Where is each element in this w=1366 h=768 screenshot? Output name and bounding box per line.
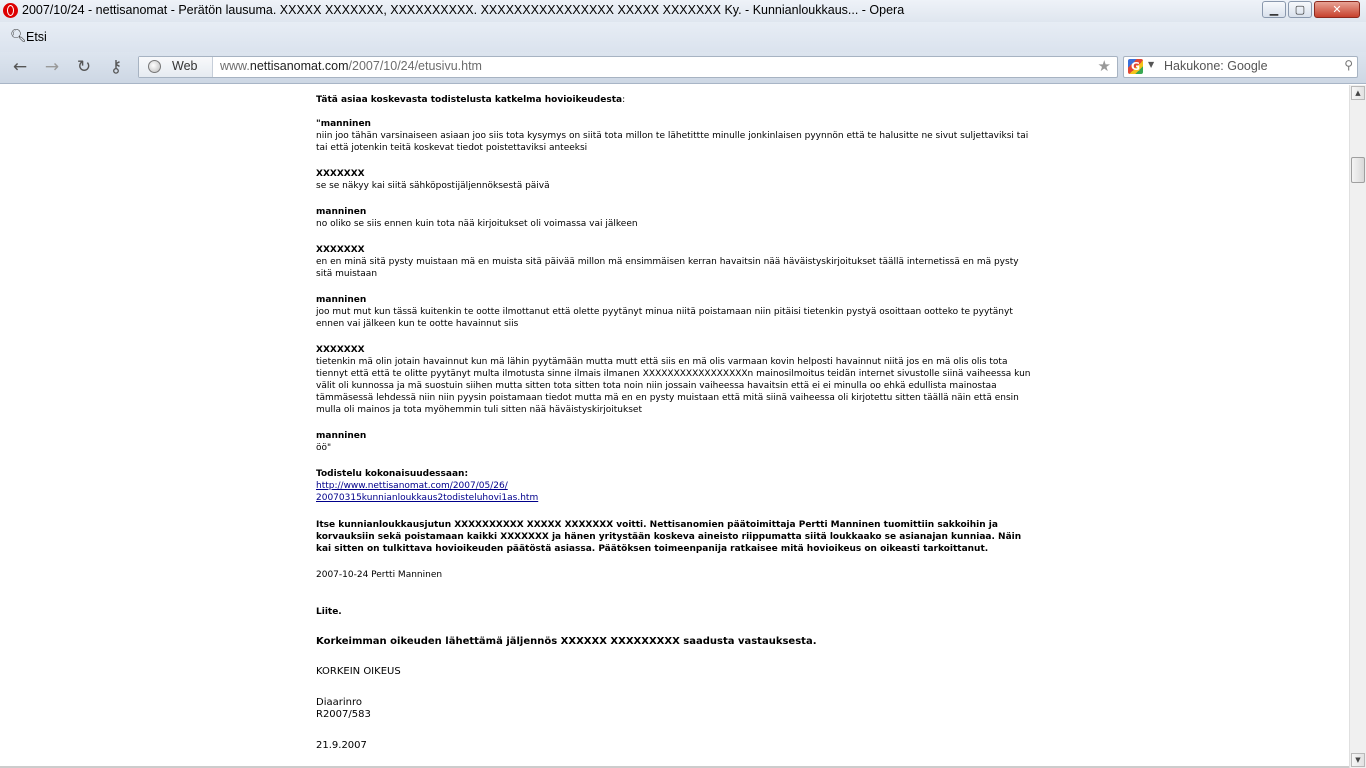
scroll-up-button[interactable]: ▲ <box>1351 86 1365 100</box>
back-button[interactable]: ← <box>12 57 28 77</box>
article <box>316 85 1036 752</box>
verdict-paragraph: Itse kunnianloukkausjutun XXXXXXXXXX XXXXX XXXXXXX voitti. Nettisanomien päätoimittaja Pertti Manninen tuomittiin sakkoihin ja korvauksiin sekä poistamaan kaikki XXXXXXX ja hänen yritystään koskeva aineisto riippumatta siitä loukkaako se asianajan kunniaa. Näin kai sitten on tulkittava hovioikeuden päätöstä asiassa. Päätöksen toimeenpanija ratkaisee mitä hovioikeus on oikeasti tarkoittanut. <box>316 520 1022 554</box>
speaker-name: manninen <box>316 207 367 217</box>
speaker-name: XXXXXXX <box>316 169 365 179</box>
dialogue-block <box>316 206 1036 230</box>
url-text[interactable] <box>220 59 482 73</box>
url-prefix: www. <box>220 59 250 73</box>
google-icon[interactable] <box>1128 59 1143 74</box>
site-info-badge[interactable] <box>139 57 213 77</box>
dialogue-block <box>316 168 1036 192</box>
forward-button[interactable]: → <box>44 57 60 77</box>
page-viewport <box>0 85 1349 768</box>
article-heading: Tätä asiaa koskevasta todistelusta katkelma hovioikeudesta: <box>316 95 626 105</box>
evidence-link-line-2[interactable]: 20070315kunnianloukkaus2todisteluhovi1as.htm <box>316 493 539 503</box>
chevron-down-icon[interactable]: ▼ <box>1148 60 1155 69</box>
dialogue-block <box>316 430 1036 454</box>
evidence-link-line-1[interactable]: http://www.nettisanomat.com/2007/05/26/ <box>316 481 508 491</box>
opera-logo-icon[interactable] <box>3 3 18 18</box>
dialogue <box>316 118 1036 454</box>
diary-label: Diaarinro <box>316 697 362 708</box>
attachment-title: Korkeimman oikeuden lähettämä jäljennös XXXXXX XXXXXXXXX saadusta vastauksesta. <box>316 636 817 647</box>
vertical-scrollbar[interactable] <box>1349 85 1366 768</box>
dialogue-block <box>316 344 1036 416</box>
court-name: KORKEIN OIKEUS <box>316 666 401 677</box>
dialogue-block <box>316 118 1036 154</box>
web-label: Web <box>172 59 198 73</box>
speaker-name: manninen <box>316 431 367 441</box>
speaker-name: manninen <box>316 295 367 305</box>
evidence-label: Todistelu kokonaisuudessaan: <box>316 469 469 479</box>
maximize-button[interactable] <box>1288 1 1312 18</box>
url-path: /2007/10/24/etusivu.htm <box>348 59 482 73</box>
globe-icon <box>148 60 161 73</box>
search-menu-button[interactable]: Etsi <box>26 30 47 44</box>
address-bar[interactable] <box>138 56 1118 78</box>
google-icon-letter: G <box>1130 60 1141 73</box>
scroll-down-button[interactable]: ▼ <box>1351 753 1365 767</box>
maximize-icon: ▢ <box>1294 3 1306 16</box>
search-go-icon[interactable]: ⚲ <box>1344 58 1353 72</box>
minimize-button[interactable] <box>1262 1 1286 18</box>
signature: 2007-10-24 Pertti Manninen <box>316 570 443 580</box>
speaker-text: en en minä sitä pysty muistaan mä en muista sitä päivää millon mä ensimmäisen kerran havaitsin nää häväistyskirjoitukset täällä internetissä en mä pysty sitä muistaan <box>316 257 1019 279</box>
speaker-name: XXXXXXX <box>316 245 365 255</box>
close-icon: ✕ <box>1332 3 1342 16</box>
scrollbar-thumb[interactable] <box>1351 157 1365 183</box>
bookmark-star-icon[interactable]: ★ <box>1097 57 1111 75</box>
search-field[interactable] <box>1123 56 1358 78</box>
menu-bar <box>0 22 1366 52</box>
speaker-name: "manninen <box>316 119 371 129</box>
evidence-link <box>316 480 1036 504</box>
speaker-text: niin joo tähän varsinaiseen asiaan joo siis tota kysymys on siitä tota millon te lähetittte minulle jonkinlaisen pyynnön että te halusitte ne sivut suljettaviksi tai tai että jotenkin teitä koskevat tiedot poistettaviksi anteeksi <box>316 131 1029 153</box>
dialogue-block <box>316 294 1036 330</box>
search-icon[interactable]: 🔍︎ <box>10 29 27 44</box>
dialogue-block <box>316 244 1036 280</box>
search-placeholder: Hakukone: Google <box>1164 59 1268 73</box>
window-title: 2007/10/24 - nettisanomat - Perätön lausuma. XXXXX XXXXXXX, XXXXXXXXXX. XXXXXXXXXXXXXXXX XXXXX XXXXXXX Ky. - Kunnianloukkaus... - Opera <box>22 3 905 17</box>
speaker-text: joo mut mut kun tässä kuitenkin te ootte ilmottanut että olette pyytänyt minua niitä poistamaan niin pitäisi tietenkin pystyä osoittaan ootteko te pyytänyt ennen vai jälkeen kun te ootte havainnut siis <box>316 307 1013 329</box>
document-date: 21.9.2007 <box>316 740 367 751</box>
speaker-text: se se näkyy kai siitä sähköpostijäljennöksestä päivä <box>316 181 550 191</box>
attachment-label: Liite. <box>316 607 342 617</box>
speaker-text: no oliko se siis ennen kuin tota nää kirjoitukset oli voimassa vai jälkeen <box>316 219 638 229</box>
close-button[interactable] <box>1314 1 1360 18</box>
diary-number: R2007/583 <box>316 709 371 720</box>
speaker-name: XXXXXXX <box>316 345 365 355</box>
speaker-text: tietenkin mä olin jotain havainnut kun mä lähin pyytämään mutta mutt että siis en mä olis varmaan kovin helposti havainnut niitä jos en mä olis olis tota tiennyt että että te olitte pyytänyt multa ilmotusta sinne ilmais ilmanen XXXXXXXXXXXXXXXXXn mainosilmoitus teidän internet sivustolle siinä vaiheessa kun välit oli kunnossa ja mä suostuin siihen mutta sitten tota sitten tota noin niin jossain vaiheessa havaitsin että ei ei minulla oo ehkä edullista mainostaa tämmäsessä lehdessä niin niin pyysin poistamaan tiedot mutta mä en en pysty muistaan että mitä siinä vaiheessa oli kirjotettu sitten täällä näin että ensin mulla oli mainos ja tota myöhemmin tuli sitten nää häväistyskirjoitukset <box>316 357 1031 415</box>
speaker-text: öö" <box>316 443 332 453</box>
wand-key-icon[interactable]: ⚷ <box>109 57 123 77</box>
window-title-bar <box>0 0 1366 22</box>
minimize-icon: ▁ <box>1269 3 1279 16</box>
url-domain: nettisanomat.com <box>249 59 349 73</box>
reload-button[interactable]: ↻ <box>76 57 92 77</box>
